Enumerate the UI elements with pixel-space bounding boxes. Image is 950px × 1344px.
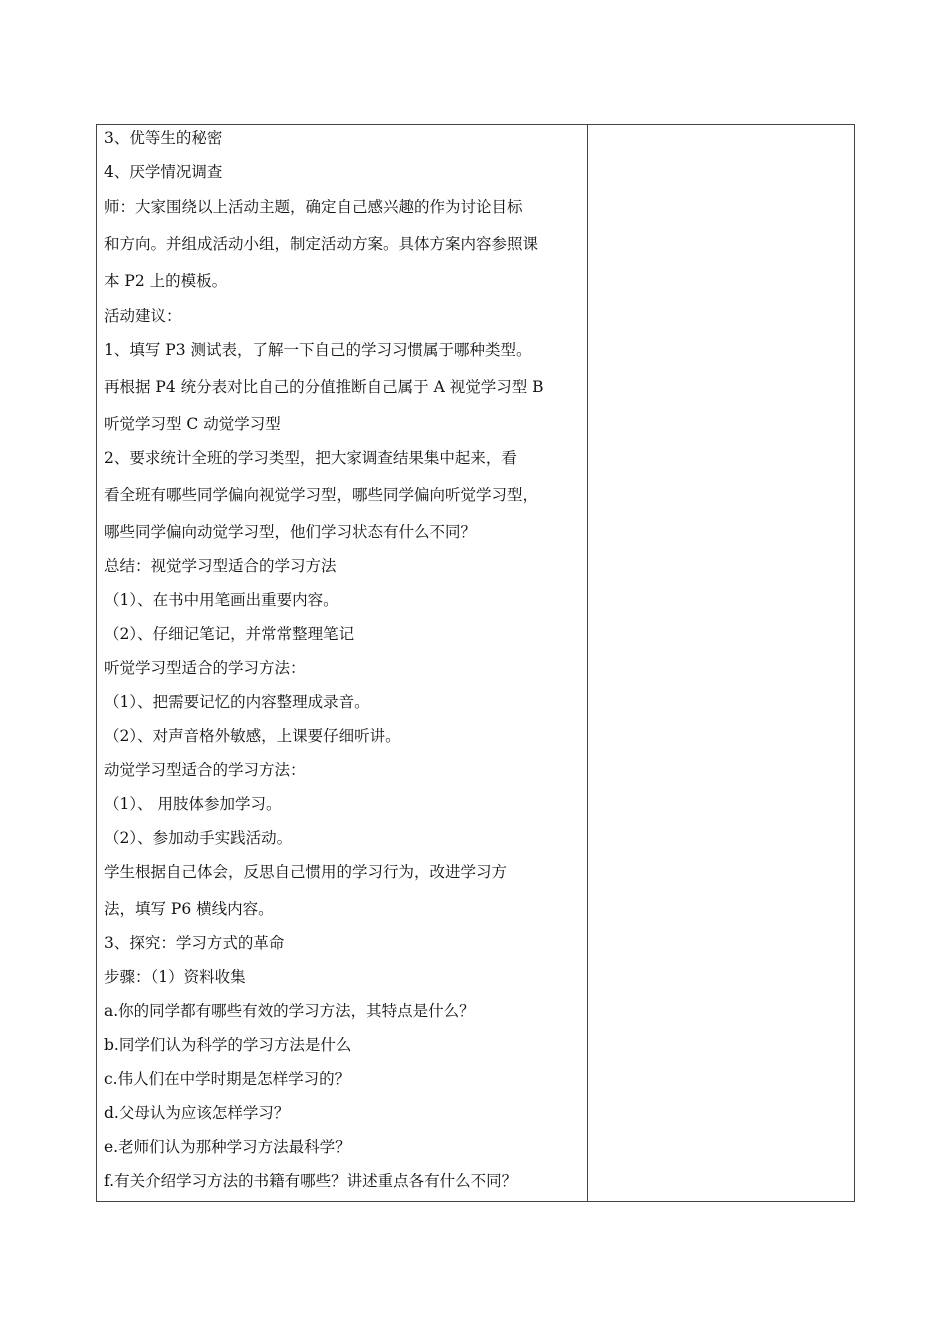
text-line: 和方向。并组成活动小组，制定活动方案。具体方案内容参照课 [104,235,539,253]
text-line: （1）、 用肢体参加学习。 [104,795,282,813]
text-line: （2）、对声音格外敏感，上课要仔细听讲。 [104,727,401,745]
text-line: 哪些同学偏向动觉学习型，他们学习状态有什么不同？ [104,523,477,541]
text-line: 3、优等生的秘密 [104,129,223,147]
text-line: 听觉学习型适合的学习方法： [104,659,306,677]
text-line: 活动建议： [104,307,182,325]
text-line: 总结：视觉学习型适合的学习方法 [104,557,337,575]
text-line: 再根据 P4 统分表对比自己的分值推断自己属于 A 视觉学习型 B [104,378,544,396]
text-line: 听觉学习型 C 动觉学习型 [104,415,281,433]
text-line: 3、探究：学习方式的革命 [104,934,285,952]
text-line: a.你的同学都有哪些有效的学习方法，其特点是什么？ [104,1002,475,1020]
text-line: f.有关介绍学习方法的书籍有哪些？讲述重点各有什么不同？ [104,1172,518,1190]
text-line: 步骤：（1）资料收集 [104,968,246,986]
text-line: （1）、在书中用笔画出重要内容。 [104,591,339,609]
text-line: c.伟人们在中学时期是怎样学习的？ [104,1070,351,1088]
text-line: 本 P2 上的模板。 [104,272,228,290]
text-line: d.父母认为应该怎样学习？ [104,1104,290,1122]
text-line: 学生根据自己体会，反思自己惯用的学习行为，改进学习方 [104,863,508,881]
text-line: 法，填写 P6 横线内容。 [104,900,274,918]
text-line: （2）、仔细记笔记，并常常整理笔记 [104,625,355,643]
text-line: 4、厌学情况调查 [104,163,223,181]
lesson-table [96,124,855,1202]
text-line: e.老师们认为那种学习方法最科学？ [104,1138,351,1156]
notes-cell [588,125,854,1201]
text-line: （1）、把需要记忆的内容整理成录音。 [104,693,370,711]
text-line: 师：大家围绕以上活动主题，确定自己感兴趣的作为讨论目标 [104,198,523,216]
text-line: 动觉学习型适合的学习方法： [104,761,306,779]
text-line: 2、要求统计全班的学习类型，把大家调查结果集中起来，看 [104,449,517,467]
text-line: b.同学们认为科学的学习方法是什么 [104,1036,352,1054]
text-line: （2）、参加动手实践活动。 [104,829,293,847]
text-line: 1、填写 P3 测试表，了解一下自己的学习习惯属于哪种类型。 [104,341,532,359]
text-line: 看全班有哪些同学偏向视觉学习型，哪些同学偏向听觉学习型， [104,486,539,504]
